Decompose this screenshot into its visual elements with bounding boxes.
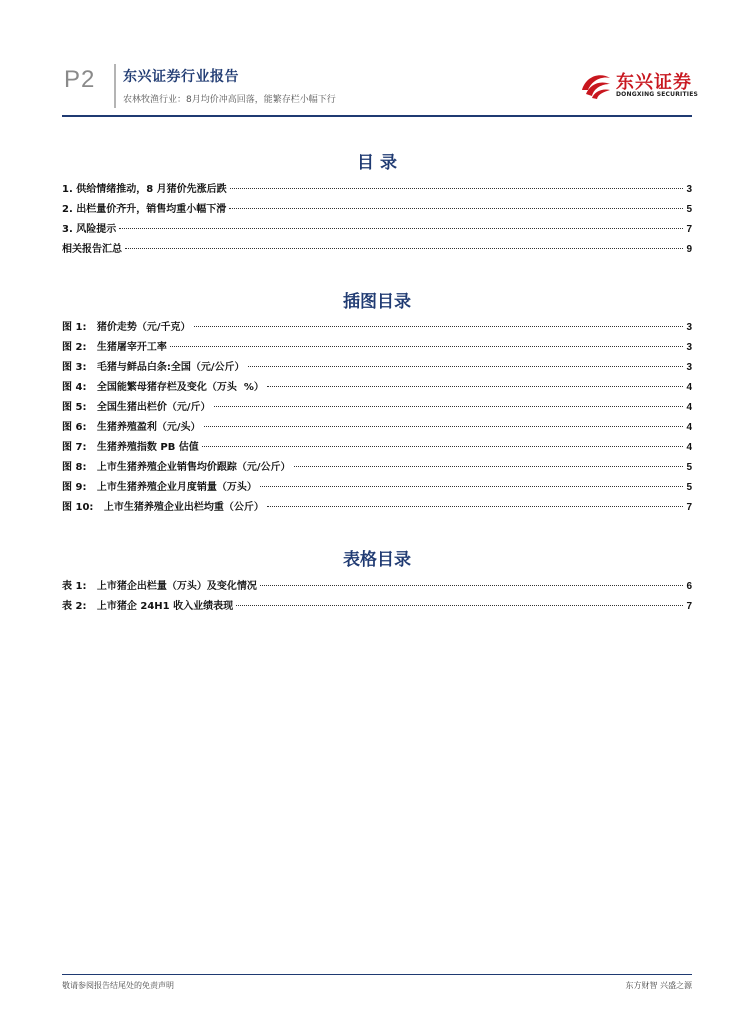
figure-item-label: 图 10: 上市生猪养殖企业出栏均重（公斤）	[62, 502, 264, 513]
tables-list	[62, 577, 692, 617]
table-item-label: 表 2: 上市猪企 24H1 收入业绩表现	[62, 601, 234, 612]
figure-item-label: 图 5: 全国生猪出栏价（元/斤）	[62, 402, 211, 413]
figure-item-label: 图 2: 生猪屠宰开工率	[62, 342, 167, 353]
report-subtitle: 农林牧渔行业：8月均价冲高回落，能繁存栏小幅下行	[123, 95, 336, 105]
leader-dots	[194, 326, 683, 327]
leader-dots	[125, 248, 683, 249]
figure-item-label: 图 4: 全国能繁母猪存栏及变化（万头 %）	[62, 382, 264, 393]
figure-item-page: 5	[686, 462, 692, 473]
leader-dots	[267, 386, 683, 387]
toc-item-label: 相关报告汇总	[62, 244, 122, 255]
page-number: P2	[64, 66, 96, 93]
footer-disclaimer: 敬请参阅报告结尾处的免责声明	[62, 981, 174, 990]
toc-item-page: 9	[686, 244, 692, 255]
logo-english-name: DONGXING SECURITIES	[616, 91, 699, 98]
table-item[interactable]	[62, 577, 692, 597]
figure-item[interactable]	[62, 358, 692, 378]
leader-dots	[248, 366, 683, 367]
leader-dots	[230, 188, 683, 189]
leader-dots	[267, 506, 683, 507]
toc-item-page: 3	[686, 184, 692, 195]
toc-item-page: 5	[686, 204, 692, 215]
leader-dots	[229, 208, 683, 209]
figure-item-page: 3	[686, 342, 692, 353]
table-item[interactable]	[62, 597, 692, 617]
leader-dots	[119, 228, 683, 229]
figure-item-page: 4	[686, 382, 692, 393]
leader-dots	[202, 446, 683, 447]
toc-item[interactable]	[62, 240, 692, 260]
leader-dots	[204, 426, 683, 427]
table-item-page: 7	[686, 601, 692, 612]
footer-rule	[62, 974, 692, 975]
leader-dots	[170, 346, 683, 347]
figure-item-page: 3	[686, 362, 692, 373]
figure-item-page: 4	[686, 422, 692, 433]
company-logo	[580, 66, 699, 106]
figure-item-label: 图 9: 上市生猪养殖企业月度销量（万头）	[62, 482, 257, 493]
figures-title: 插图目录	[343, 292, 411, 312]
toc-item[interactable]	[62, 180, 692, 200]
toc-item[interactable]	[62, 200, 692, 220]
figure-item-page: 3	[686, 322, 692, 333]
contents-title: 目 录	[357, 153, 397, 173]
figure-item[interactable]	[62, 338, 692, 358]
leader-dots	[214, 406, 683, 407]
figure-item[interactable]	[62, 498, 692, 518]
figure-item-label: 图 7: 生猪养殖指数 PB 估值	[62, 442, 199, 453]
figure-item-label: 图 8: 上市生猪养殖企业销售均价跟踪（元/公斤）	[62, 462, 291, 473]
figure-item[interactable]	[62, 438, 692, 458]
figure-item-page: 7	[686, 502, 692, 513]
toc-item-page: 7	[686, 224, 692, 235]
tables-title: 表格目录	[343, 550, 411, 570]
leader-dots	[294, 466, 683, 467]
toc-item-label: 1. 供给情绪推动，8 月猪价先涨后跌	[62, 184, 227, 195]
figure-item-label: 图 1: 猪价走势（元/千克）	[62, 322, 191, 333]
figure-item-page: 4	[686, 442, 692, 453]
logo-name: 东兴证券	[616, 72, 692, 93]
report-title: 东兴证券行业报告	[123, 69, 239, 85]
leader-dots	[236, 605, 683, 606]
figure-item-page: 4	[686, 402, 692, 413]
figure-item[interactable]	[62, 378, 692, 398]
leader-dots	[260, 585, 683, 586]
leader-dots	[260, 486, 683, 487]
toc-item-label: 3. 风险提示	[62, 224, 117, 235]
figure-item-label: 图 3: 毛猪与鲜品白条:全国（元/公斤）	[62, 362, 245, 373]
contents-list	[62, 180, 692, 260]
toc-item[interactable]	[62, 220, 692, 240]
figures-list	[62, 318, 692, 518]
figure-item[interactable]	[62, 458, 692, 478]
figure-item[interactable]	[62, 398, 692, 418]
figure-item-page: 5	[686, 482, 692, 493]
toc-item-label: 2. 出栏量价齐升，销售均重小幅下滑	[62, 204, 227, 215]
page-header	[62, 62, 699, 114]
figure-item[interactable]	[62, 318, 692, 338]
logo-mark-icon	[580, 70, 612, 100]
table-item-label: 表 1: 上市猪企出栏量（万头）及变化情况	[62, 581, 257, 592]
table-item-page: 6	[686, 581, 692, 592]
header-divider	[114, 64, 116, 108]
footer-slogan: 东方财智 兴盛之源	[625, 981, 692, 990]
figure-item[interactable]	[62, 478, 692, 498]
header-rule	[62, 115, 692, 117]
figure-item-label: 图 6: 生猪养殖盈利（元/头）	[62, 422, 201, 433]
figure-item[interactable]	[62, 418, 692, 438]
